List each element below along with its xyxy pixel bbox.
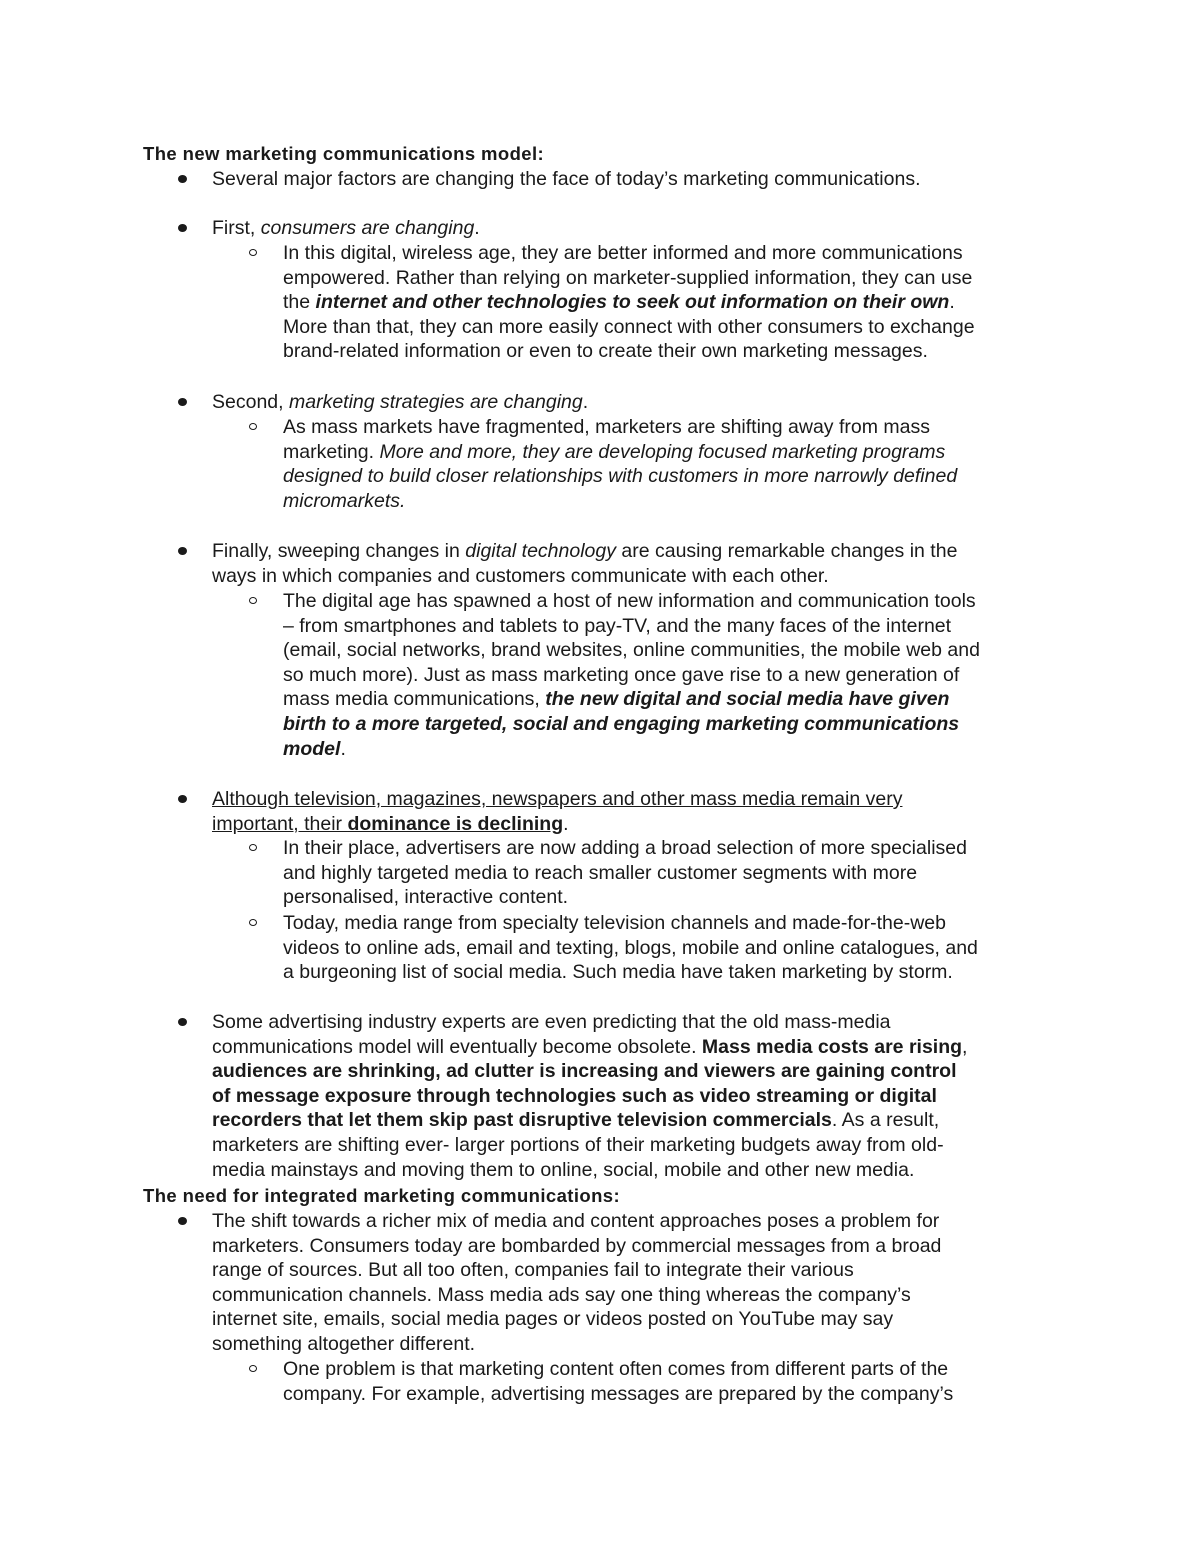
- bullet-dot-icon: [178, 795, 187, 803]
- text-run: ,: [962, 1035, 968, 1058]
- bullet-intro: [212, 167, 1092, 192]
- text-line: In this digital, wireless age, they are better informed and more communications: [283, 242, 963, 264]
- section-heading-integrated: The need for integrated marketing communications:: [143, 1185, 621, 1206]
- bullet-dot-icon: [178, 175, 187, 183]
- text-line: something altogether different.: [212, 1332, 476, 1355]
- text-line: a burgeoning list of social media. Such media have taken marketing by storm.: [283, 961, 953, 984]
- bullet-some: [212, 1010, 1092, 1182]
- italic-text: digital technology: [465, 540, 616, 562]
- text-line: One problem is that marketing content often comes from different parts of the: [283, 1358, 949, 1380]
- bold-text: Mass media costs are rising: [701, 1035, 963, 1058]
- sub-bullet-although-1: [283, 836, 1083, 910]
- bullet-dot-icon: [178, 398, 187, 406]
- text-line: Today, media range from specialty television channels and made-for-the-web: [283, 912, 946, 934]
- bullet-dot-icon: [178, 224, 187, 232]
- text-line: range of sources. But all too often, companies fail to integrate their various: [212, 1259, 854, 1282]
- bullet-finally: [212, 539, 1092, 588]
- bullet-circle-icon: [249, 249, 257, 256]
- text-line: [212, 1035, 1092, 1060]
- text-line: ways in which companies and customers communicate with each other.: [212, 564, 829, 587]
- bullet-although: [212, 787, 1092, 836]
- text-line: and highly targeted media to reach smaller customer segments with more: [283, 861, 918, 884]
- text-line: company. For example, advertising messages are prepared by the company’s: [283, 1382, 954, 1405]
- bullet-text: Several major factors are changing the face of today’s marketing communications.: [212, 168, 921, 190]
- sub-bullet-although-2: [283, 911, 1083, 985]
- text-line: [212, 539, 1092, 564]
- text-line: As mass markets have fragmented, marketers are shifting away from mass: [283, 416, 930, 438]
- bold-italic-text: the new digital and social media have given: [545, 688, 950, 711]
- bold-text-line: audiences are shrinking, ad clutter is increasing and viewers are gaining control: [212, 1060, 957, 1083]
- bold-italic-text: internet and other technologies to seek out information on their own: [315, 291, 950, 314]
- text-line: videos to online ads, email and texting, blogs, mobile and online catalogues, and: [283, 936, 978, 959]
- text-run: .: [582, 391, 589, 413]
- sub-bullet-second: [283, 415, 1083, 513]
- sub-bullet-shift: [283, 1357, 1083, 1406]
- text-line: [283, 737, 1083, 762]
- sub-bullet-first: [283, 241, 1083, 364]
- italic-text: More and more, they are developing focused marketing programs: [379, 440, 946, 463]
- bullet-first: [212, 216, 1092, 241]
- text-line: [283, 687, 1083, 712]
- text-line: media mainstays and moving them to online, social, mobile and other new media.: [212, 1158, 915, 1181]
- bullet-circle-icon: [249, 919, 257, 926]
- text-run: .: [563, 812, 569, 835]
- bold-italic-text: model: [283, 737, 341, 760]
- text-line: [212, 812, 1092, 837]
- bullet-circle-icon: [249, 597, 257, 604]
- bold-text-line: of message exposure through technologies such as video streaming or digital: [212, 1084, 937, 1107]
- bullet-second: [212, 390, 1092, 415]
- italic-text-line: micromarkets.: [283, 489, 406, 512]
- underlined-text-line: Although television, magazines, newspapers and other mass media remain very: [212, 788, 903, 810]
- bullet-circle-icon: [249, 423, 257, 430]
- text-line: marketers are shifting ever- larger portions of their marketing budgets away from old-: [212, 1133, 944, 1156]
- bullet-dot-icon: [178, 1018, 187, 1026]
- bullet-dot-icon: [178, 1217, 187, 1225]
- section-heading-new-model: The new marketing communications model:: [143, 143, 545, 164]
- text-run: Finally, sweeping changes in: [212, 540, 466, 562]
- text-line: More than that, they can more easily connect with other consumers to exchange: [283, 315, 975, 338]
- bullet-dot-icon: [178, 547, 187, 555]
- underlined-text: important, their: [212, 812, 348, 835]
- text-run: are causing remarkable changes in the: [615, 540, 958, 562]
- text-run: the: [283, 291, 316, 314]
- bullet-circle-icon: [249, 844, 257, 851]
- text-line: [283, 290, 1083, 315]
- sub-bullet-finally: [283, 589, 1083, 761]
- bold-underlined-text: dominance is declining: [347, 812, 564, 835]
- italic-text-line: designed to build closer relationships with customers in more narrowly defined: [283, 465, 958, 488]
- bullet-text: [212, 216, 1092, 241]
- text-run: marketing.: [283, 440, 380, 463]
- text-run: Second,: [212, 391, 289, 413]
- text-line: In their place, advertisers are now adding a broad selection of more specialised: [283, 837, 967, 859]
- text-run: communications model will eventually become obsolete.: [212, 1035, 702, 1058]
- text-line: marketers. Consumers today are bombarded by commercial messages from a broad: [212, 1234, 942, 1257]
- text-line: personalised, interactive content.: [283, 886, 569, 909]
- bullet-text: [212, 390, 1092, 415]
- text-run: .: [949, 291, 955, 314]
- text-line: The shift towards a richer mix of media and content approaches poses a problem for: [212, 1210, 940, 1232]
- text-run: .: [474, 217, 480, 239]
- text-line: Some advertising industry experts are even predicting that the old mass-media: [212, 1011, 891, 1033]
- text-line: (email, social networks, brand websites, online communities, the mobile web and: [283, 639, 980, 662]
- text-run: mass media communications,: [283, 688, 546, 711]
- text-line: empowered. Rather than relying on marketer-supplied information, they can use: [283, 266, 973, 289]
- bullet-circle-icon: [249, 1365, 257, 1372]
- text-line: The digital age has spawned a host of new information and communication tools: [283, 590, 976, 612]
- italic-text: marketing strategies are changing: [288, 391, 583, 413]
- text-line: communication channels. Mass media ads say one thing whereas the company’s: [212, 1283, 911, 1306]
- text-line: [212, 1108, 1092, 1133]
- text-line: brand-related information or even to create their own marketing messages.: [283, 340, 928, 363]
- text-run: . As a result,: [831, 1109, 940, 1132]
- italic-text: consumers are changing: [260, 217, 475, 239]
- text-line: internet site, emails, social media pages or videos posted on YouTube may say: [212, 1308, 894, 1331]
- text-line: [283, 440, 1083, 465]
- text-run: First,: [212, 217, 261, 239]
- text-run: .: [340, 737, 346, 760]
- bullet-shift: [212, 1209, 1092, 1357]
- bold-italic-text-line: birth to a more targeted, social and engaging marketing communications: [283, 712, 960, 735]
- bold-text: recorders that let them skip past disruptive television commercials: [212, 1109, 832, 1132]
- text-line: so much more). Just as mass marketing once gave rise to a new generation of: [283, 663, 960, 686]
- text-line: – from smartphones and tablets to pay-TV, and the many faces of the internet: [283, 614, 952, 637]
